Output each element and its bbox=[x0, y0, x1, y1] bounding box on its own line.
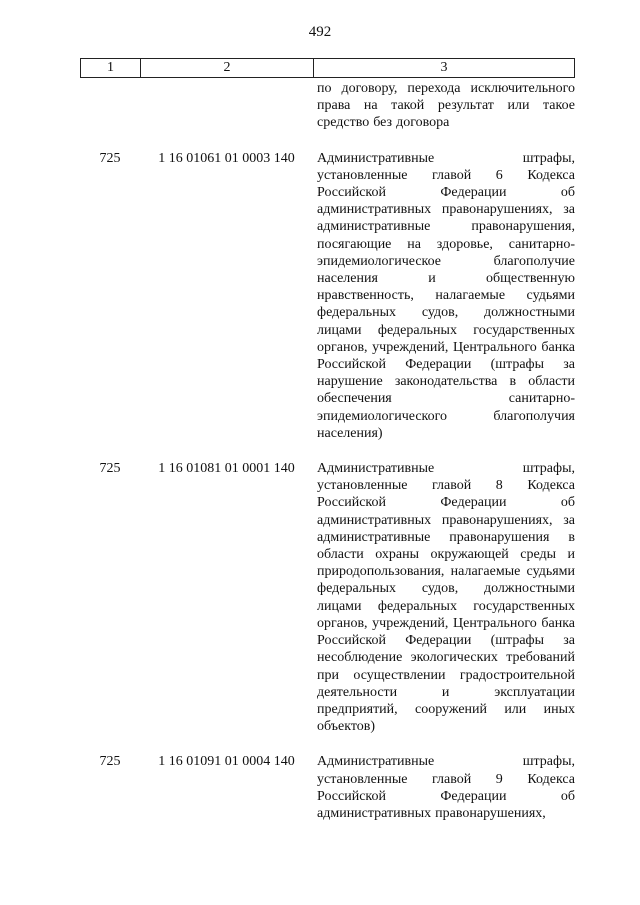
revenue-code: 1 16 01061 01 0003 140 bbox=[158, 150, 295, 166]
chapter-code: 725 bbox=[99, 150, 121, 166]
chapter-code: 725 bbox=[99, 754, 121, 770]
table-row bbox=[80, 460, 575, 735]
revenue-description: Административные штрафы, установленные главой 6 Кодекса Российской Федерации об административных правонарушениях, за административные правонарушения, посягающие на здоровье, санитарно-эпидемиологическое благополучие населения и общественную нравственность, налагаемые судьями федеральных судов, должностными лицами федеральных государственных органов, учреждений, Центрального банка Российской Федерации (штрафы за нарушение законодательства в области обеспечения санитарно-эпидемиологического благополучия населения) bbox=[317, 150, 575, 441]
table-row bbox=[80, 80, 575, 132]
header-col-1: 1 bbox=[81, 59, 141, 77]
revenue-description: по договору, перехода исключительного права на такой результат или такое средство без договора bbox=[317, 81, 575, 131]
page-number: 492 bbox=[308, 24, 332, 40]
table-body bbox=[80, 80, 575, 822]
table-header bbox=[80, 58, 575, 78]
revenue-description: Административные штрафы, установленные главой 9 Кодекса Российской Федерации об административных правонарушениях, bbox=[317, 754, 575, 821]
revenue-code: 1 16 01091 01 0004 140 bbox=[158, 754, 295, 770]
header-col-2: 2 bbox=[141, 59, 314, 77]
chapter-code bbox=[80, 80, 140, 132]
chapter-code: 725 bbox=[99, 461, 121, 477]
table-row bbox=[80, 753, 575, 822]
revenue-code: 1 16 01081 01 0001 140 bbox=[158, 461, 295, 477]
revenue-code bbox=[140, 80, 313, 132]
revenue-description: Административные штрафы, установленные главой 8 Кодекса Российской Федерации об административных правонарушениях, за административные правонарушения в области охраны окружающей среды и природопользования, налагаемые судьями федеральных судов, должностными лицами федеральных государственных органов, учреждений, Центрального банка Российской Федерации (штрафы за несоблюдение экологических требований при осуществлении градостроительной деятельности и эксплуатации предприятий, сооружений или иных объектов) bbox=[317, 461, 575, 735]
header-col-3: 3 bbox=[440, 60, 448, 75]
table-row bbox=[80, 150, 575, 442]
